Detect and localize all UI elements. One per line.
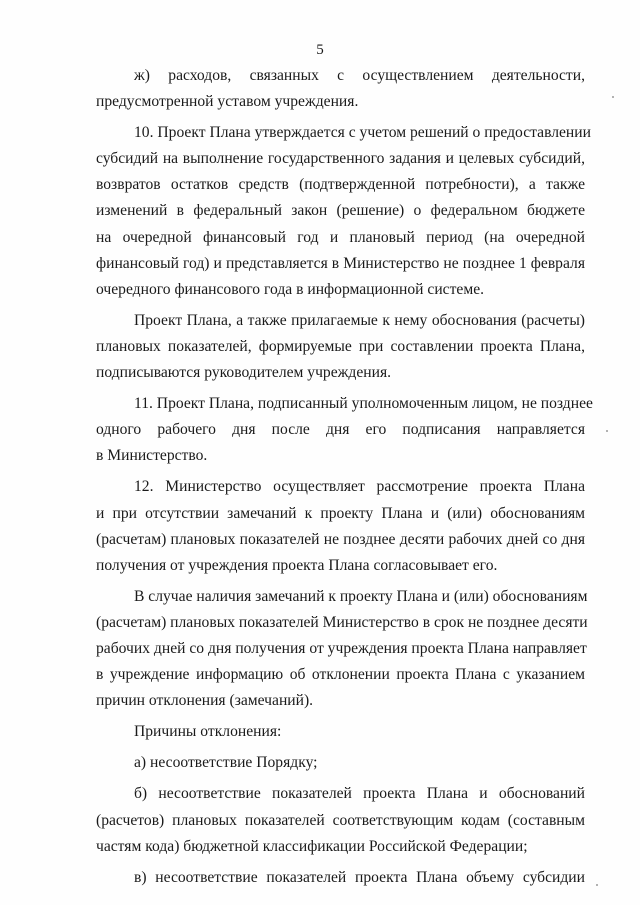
text-line: в учреждение информацию об отклонении проекта Плана с указанием [96, 666, 585, 684]
paragraph [96, 865, 585, 891]
text-line: 12. Министерство осуществляет рассмотрение проекта Плана [134, 478, 585, 496]
text-line: возвратов остатков средств (подтвержденной потребности), а также [96, 176, 585, 194]
paragraph [96, 781, 585, 859]
paragraph [96, 474, 585, 578]
text-line: получения от учреждения проекта Плана согласовывает его. [96, 556, 498, 574]
scan-speck [606, 430, 608, 432]
paragraph [96, 750, 585, 776]
text-line: субсидий на выполнение государственного задания и целевых субсидий, [96, 150, 585, 168]
paragraph [96, 391, 593, 469]
text-line: и при отсутствии замечаний к проекту Плана и (или) обоснованиям [96, 504, 585, 522]
text-line: одного рабочего дня после дня его подписания направляется [96, 421, 585, 439]
text-line: на очередной финансовый год и плановый период (на очередной [96, 228, 585, 246]
paragraph [96, 308, 585, 386]
text-line: в Министерство. [96, 447, 208, 465]
paragraph [96, 120, 591, 303]
paragraph [96, 584, 588, 714]
text-line: подписываются руководителем учреждения. [96, 364, 392, 382]
text-line: очередного финансового года в информационной системе. [96, 280, 485, 298]
text-line: рабочих дней со дня получения от учреждения проекта Плана направляет [96, 639, 587, 657]
text-line: (расчетам) плановых показателей не позднее десяти рабочих дней со дня [96, 530, 585, 548]
text-line: предусмотренной уставом учреждения. [96, 93, 359, 111]
text-line: в) несоответствие показателей проекта Плана объему субсидии [134, 868, 585, 886]
page-number: 5 [316, 42, 324, 58]
text-line: б) несоответствие показателей проекта Плана и обоснований [134, 785, 585, 803]
text-line: плановых показателей, формируемые при составлении проекта Плана, [96, 337, 585, 355]
text-line: Причины отклонения: [134, 723, 282, 741]
text-line: причин отклонения (замечаний). [96, 692, 314, 710]
text-line: а) несоответствие Порядку; [134, 754, 318, 772]
paragraph [96, 719, 585, 745]
text-line: 11. Проект Плана, подписанный уполномоченным лицом, не позднее [134, 395, 593, 413]
scan-speck [596, 884, 598, 886]
text-line: (расчетов) плановых показателей соответствующим кодам (составным [96, 811, 585, 829]
scan-speck [612, 96, 614, 98]
document-body [96, 63, 593, 891]
text-line: финансовый год) и представляется в Министерство не позднее 1 февраля [96, 254, 585, 272]
text-line: В случае наличия замечаний к проекту Плана и (или) обоснованиям [134, 587, 588, 605]
text-line: (расчетам) плановых показателей Министерство в срок не позднее десяти [96, 613, 588, 631]
text-line: ж) расходов, связанных с осуществлением деятельности, [134, 67, 585, 84]
text-line: изменений в федеральный закон (решение) о федеральном бюджете [96, 202, 585, 220]
text-line: частям кода) бюджетной классификации Российской Федерации; [96, 837, 528, 855]
text-line: Проект Плана, а также прилагаемые к нему обоснования (расчеты) [134, 311, 585, 329]
paragraph [96, 63, 585, 115]
text-line: 10. Проект Плана утверждается с учетом решений о предоставлении [134, 124, 591, 142]
